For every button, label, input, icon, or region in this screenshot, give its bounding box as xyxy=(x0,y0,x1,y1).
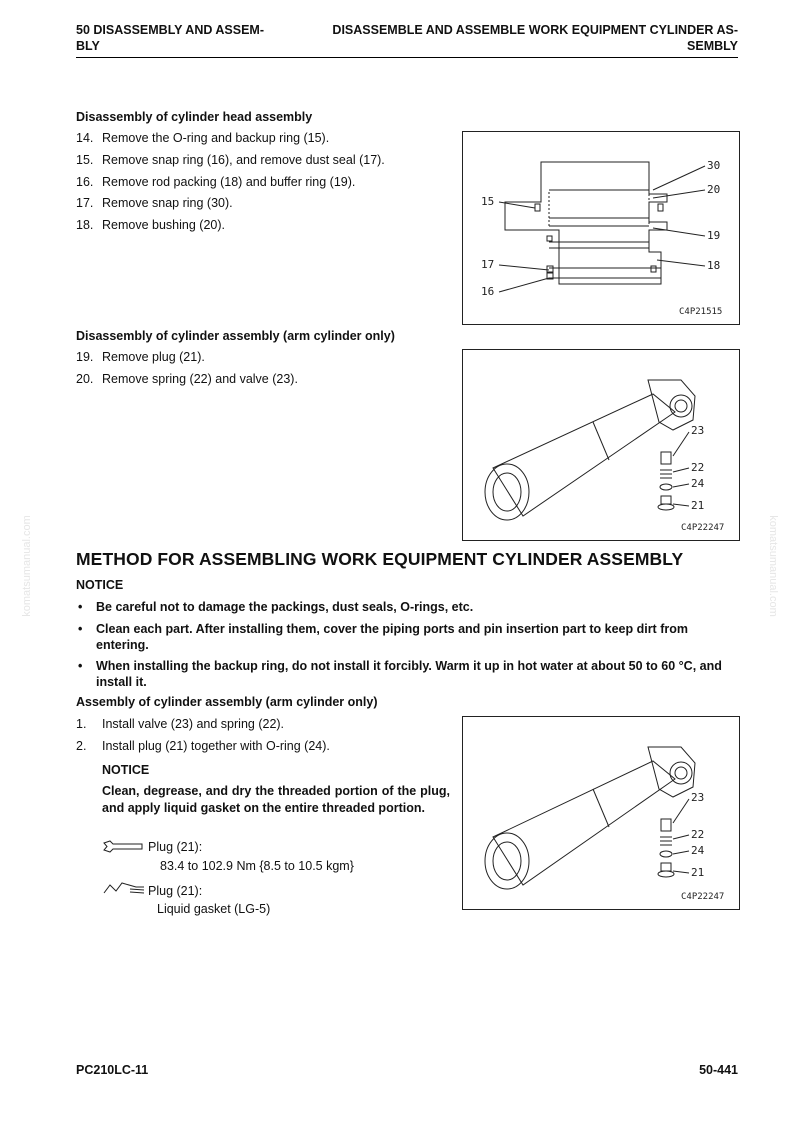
header-rule xyxy=(76,57,738,58)
step-row xyxy=(76,349,205,365)
callout-label: 22 xyxy=(691,461,705,474)
arm-cylinder-assembly-diagram xyxy=(463,717,739,909)
section-heading-assembly: Assembly of cylinder assembly (arm cylinder only) xyxy=(76,695,378,709)
notice-label: NOTICE xyxy=(76,578,124,592)
footer-page-number: 50-441 xyxy=(699,1063,738,1077)
step-row xyxy=(76,716,284,732)
callout-label: 23 xyxy=(691,791,705,804)
step-number: 16. xyxy=(76,175,94,189)
bullet-dot: • xyxy=(78,600,83,614)
step-text: Remove plug (21). xyxy=(102,350,205,364)
callout-label: 20 xyxy=(707,183,721,196)
step-row xyxy=(76,174,355,190)
sub-notice-label: NOTICE xyxy=(102,763,150,777)
watermark-left: komatsumanual.com xyxy=(20,515,33,617)
bullet-dot: • xyxy=(78,659,83,673)
gasket-label: Plug (21): xyxy=(148,884,203,898)
step-number: 1. xyxy=(76,717,87,731)
callout-label: 15 xyxy=(481,195,495,208)
notice-bullet xyxy=(78,658,741,690)
step-number: 18. xyxy=(76,218,94,232)
callout-label: 19 xyxy=(707,229,721,242)
step-number: 19. xyxy=(76,350,94,364)
notice-bullet xyxy=(78,599,741,615)
step-row xyxy=(76,217,225,233)
torque-label: Plug (21): xyxy=(148,840,203,854)
figure-code: C4P22247 xyxy=(681,523,725,533)
header-page-title: DISASSEMBLE AND ASSEMBLE WORK EQUIPMENT CYLINDER AS- SEMBLY xyxy=(332,23,738,53)
step-text: Remove spring (22) and valve (23). xyxy=(102,372,298,386)
step-number: 17. xyxy=(76,196,94,210)
gasket-value: Liquid gasket (LG-5) xyxy=(157,902,271,916)
callout-label: 24 xyxy=(691,844,705,857)
notice-text: Be careful not to damage the packings, dust seals, O-rings, etc. xyxy=(96,600,474,614)
step-row xyxy=(76,130,329,146)
callout-label: 22 xyxy=(691,828,705,841)
section-heading-arm: Disassembly of cylinder assembly (arm cylinder only) xyxy=(76,329,395,343)
section-heading-head: Disassembly of cylinder head assembly xyxy=(76,110,313,124)
callout-label: 17 xyxy=(481,258,495,271)
method-title: METHOD FOR ASSEMBLING WORK EQUIPMENT CYLINDER ASSEMBLY xyxy=(76,549,684,569)
notice-bullet xyxy=(78,621,741,653)
torque-value: 83.4 to 102.9 Nm {8.5 to 10.5 kgm} xyxy=(160,859,354,873)
bullet-dot: • xyxy=(78,622,83,636)
arm-cylinder-diagram xyxy=(463,350,739,540)
header-section-title: 50 DISASSEMBLY AND ASSEM- BLY xyxy=(76,23,265,53)
step-row xyxy=(76,195,233,211)
step-text: Remove the O-ring and backup ring (15). xyxy=(102,131,330,145)
sub-notice-text: Clean, degrease, and dry the threaded portion of the plug, and apply liquid gasket on the entire threaded portion. xyxy=(102,784,450,815)
step-number: 2. xyxy=(76,739,87,753)
step-number: 15. xyxy=(76,153,94,167)
step-text: Remove snap ring (30). xyxy=(102,196,233,210)
figure-code: C4P22247 xyxy=(681,892,725,902)
step-text: Remove rod packing (18) and buffer ring (19). xyxy=(102,175,356,189)
figure-arm-cylinder-assembly xyxy=(462,716,740,910)
callout-label: 21 xyxy=(691,866,705,879)
cylinder-head-diagram xyxy=(463,132,739,324)
step-row xyxy=(76,738,330,754)
notice-text: Clean each part. After installing them, cover the piping ports and pin insertion part to keep dirt from entering. xyxy=(96,622,688,652)
step-number: 14. xyxy=(76,131,94,145)
callout-label: 18 xyxy=(707,259,721,272)
gasket-icon xyxy=(102,881,146,895)
figure-arm-cylinder xyxy=(462,349,740,541)
step-number: 20. xyxy=(76,372,94,386)
notice-text: When installing the backup ring, do not install it forcibly. Warm it up in hot water at about 50 to 60 °C, and install it. xyxy=(96,659,722,689)
callout-label: 23 xyxy=(691,424,705,437)
callout-label: 21 xyxy=(691,499,705,512)
callout-label: 30 xyxy=(707,159,721,172)
step-row xyxy=(76,152,385,168)
step-text: Install valve (23) and spring (22). xyxy=(102,717,285,731)
step-text: Remove snap ring (16), and remove dust seal (17). xyxy=(102,153,385,167)
watermark-right: komatsumanual.com xyxy=(766,515,779,617)
figure-cylinder-head xyxy=(462,131,740,325)
step-text: Remove bushing (20). xyxy=(102,218,225,232)
wrench-icon xyxy=(102,839,144,853)
callout-label: 16 xyxy=(481,285,495,298)
step-text: Install plug (21) together with O-ring (24). xyxy=(102,739,330,753)
figure-code: C4P21515 xyxy=(679,307,723,317)
step-row xyxy=(76,371,298,387)
footer-model: PC210LC-11 xyxy=(76,1063,149,1077)
callout-label: 24 xyxy=(691,477,705,490)
